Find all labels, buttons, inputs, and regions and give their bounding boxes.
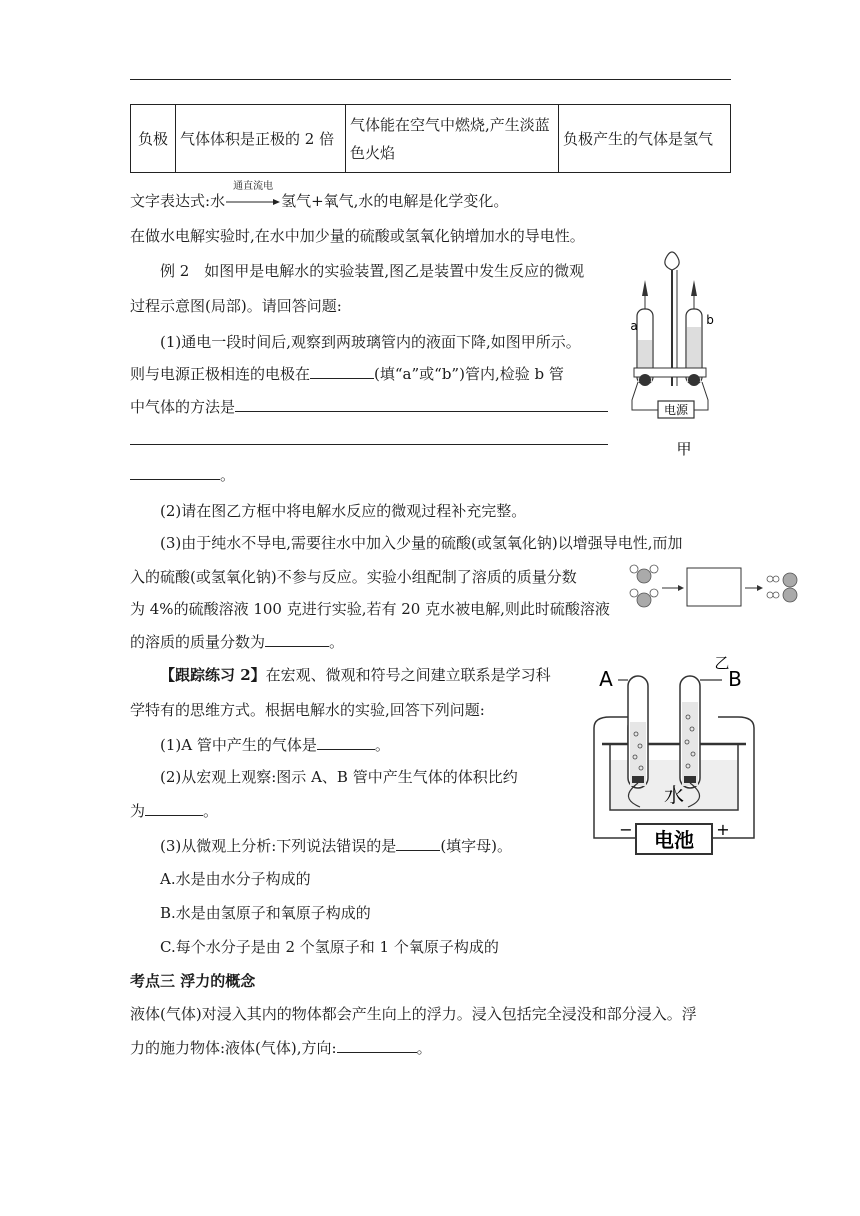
section3-paragraph-cont: 力的施力物体:液体(气体),方向: 。 [130, 1036, 432, 1059]
micro-process-figure [622, 556, 812, 671]
figure-caption: 乙 [714, 654, 730, 671]
header-rule [130, 79, 731, 80]
practice2-q3: (3)从微观上分析:下列说法错误的是 (填字母)。 [160, 834, 512, 857]
electrode-icon [632, 776, 644, 783]
tube-label-A: A [599, 667, 613, 691]
funnel-icon [665, 252, 679, 270]
example2-q1-line3: 中气体的方法是 [130, 395, 608, 418]
figure-caption: 甲 [676, 440, 692, 458]
tube-label-b: b [706, 313, 714, 327]
hydrogen-molecule-icon [767, 576, 779, 582]
answer-blank[interactable] [396, 834, 440, 851]
table-cell: 气体体积是正极的 2 倍 [176, 105, 346, 173]
table-cell: 气体能在空气中燃烧,产生淡蓝色火焰 [346, 105, 559, 173]
hydrogen-molecule-icon [767, 592, 779, 598]
practice2-q2-line2: 为 。 [130, 799, 218, 822]
example2-q2: (2)请在图乙方框中将电解水反应的微观过程补充完整。 [160, 502, 527, 520]
arrow-icon [678, 585, 684, 591]
stopcock-icon [642, 280, 648, 296]
practice2-title: 【跟踪练习 2】 [160, 666, 266, 684]
tube-label-a: a [630, 319, 638, 333]
electrolysis-apparatus-figure [622, 244, 722, 459]
example2-q3: (3)由于纯水不导电,需要往水中加入少量的硫酸(或氢氧化钠)以增强导电性,而加 [160, 534, 683, 552]
water-molecule-icon [630, 589, 658, 607]
example2-q1: (1)通电一段时间后,观察到两玻璃管内的液面下降,如图甲所示。 [160, 333, 581, 351]
arrow-icon [757, 585, 763, 591]
answer-blank[interactable] [130, 428, 608, 445]
arrow-icon [226, 198, 280, 206]
water-molecule-icon [630, 565, 658, 583]
battery-electrolysis-figure [588, 662, 760, 868]
example2-q3-line4: 的溶质的质量分数为 。 [130, 630, 344, 653]
reaction-arrow [226, 181, 280, 209]
example2-q1-line2: 则与电源正极相连的电极在 (填“a”或“b”)管内,检验 b 管 [130, 362, 564, 385]
water-label: 水 [664, 783, 684, 807]
wire [632, 382, 658, 410]
reaction-condition: 通直流电 [233, 181, 274, 192]
battery-label: 电池 [654, 828, 694, 852]
table-cell: 负极产生的气体是氢气 [559, 105, 731, 173]
answer-blank[interactable] [235, 395, 608, 412]
stopcock-icon [691, 280, 697, 296]
section3-paragraph: 液体(气体)对浸入其内的物体都会产生向上的浮力。浸入包括完全浸没和部分浸入。浮 [130, 1005, 697, 1023]
practice2-option-b: B.水是由氢原子和氧原子构成的 [160, 904, 371, 922]
answer-blank[interactable] [317, 733, 375, 750]
answer-box[interactable] [687, 568, 741, 606]
example2-intro: 例 2 如图甲是电解水的实验装置,图乙是装置中发生反应的微观 [160, 262, 585, 280]
electrode-icon [684, 776, 696, 783]
example2-q3-line3: 为 4%的硫酸溶液 100 克进行实验,若有 20 克水被电解,则此时硫酸溶液 [130, 600, 610, 618]
practice2-q2: (2)从宏观上观察:图示 A、B 管中产生气体的体积比约 [160, 768, 518, 786]
section3-heading: 考点三 浮力的概念 [130, 972, 256, 990]
note-line: 在做水电解实验时,在水中加少量的硫酸或氢氧化钠增加水的导电性。 [130, 227, 585, 245]
power-label: 电源 [663, 403, 689, 417]
electrolysis-table [130, 104, 731, 173]
example2-q3-line2: 入的硫酸(或氢氧化钠)不参与反应。实验小组配制了溶质的质量分数 [130, 568, 577, 586]
practice2-intro-cont: 学特有的思维方式。根据电解水的实验,回答下列问题: [130, 701, 485, 719]
practice2-intro: 【跟踪练习 2】在宏观、微观和符号之间建立联系是学习科 [160, 666, 551, 684]
oxygen-molecule-icon [783, 573, 797, 602]
answer-blank[interactable] [145, 799, 203, 816]
table-row [131, 105, 731, 173]
table-cell: 负极 [131, 105, 176, 173]
electrode-icon [639, 374, 651, 386]
practice2-option-c: C.每个水分子是由 2 个氢原子和 1 个氧原子构成的 [160, 938, 499, 956]
electrode-icon [688, 374, 700, 386]
wire [694, 382, 708, 410]
example2-q1-line5: 。 [130, 463, 235, 486]
example2-q1-line4 [130, 428, 608, 451]
word-equation: 文字表达式:水 通直流电 氢气+氧气,水的电解是化学变化。 [130, 181, 509, 210]
tube-label-B: B [728, 667, 742, 691]
answer-blank[interactable] [265, 630, 329, 647]
example2-intro-cont: 过程示意图(局部)。请回答问题: [130, 297, 342, 315]
answer-blank[interactable] [310, 362, 374, 379]
practice2-q1: (1)A 管中产生的气体是 。 [160, 733, 390, 756]
practice2-option-a: A.水是由水分子构成的 [160, 870, 311, 888]
minus-sign: − [619, 820, 633, 839]
plus-sign: + [716, 820, 730, 839]
answer-blank[interactable] [130, 463, 220, 480]
answer-blank[interactable] [337, 1036, 417, 1053]
